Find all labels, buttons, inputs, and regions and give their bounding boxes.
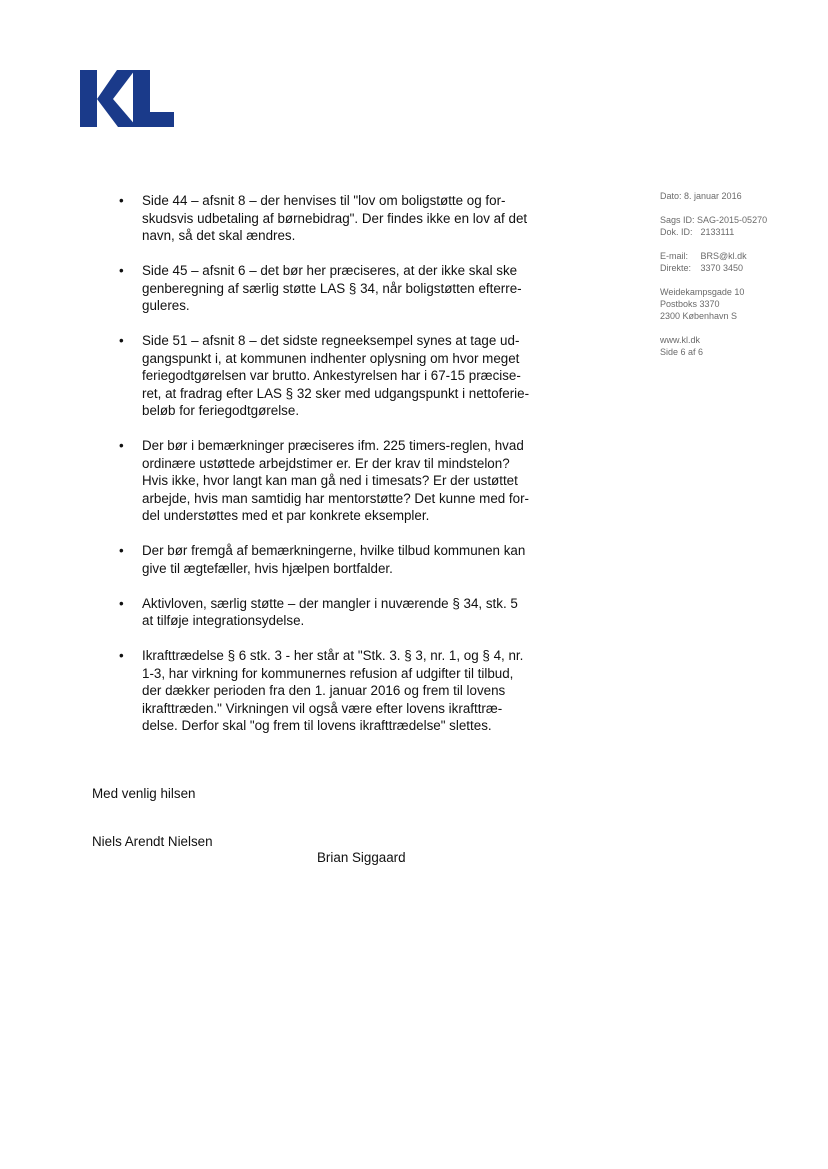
address-line: 2300 København S [660, 311, 738, 321]
dok-id-row [660, 226, 820, 238]
text-line: Hvis ikke, hvor langt kan man gå ned i timesats? Er der ustøttet [142, 473, 518, 488]
text-line: 1-3, har virkning for kommunernes refusion af udgifter til tilbud, [142, 665, 514, 681]
dok-id-value: 2133111 [700, 227, 735, 237]
text-line: Side 51 – afsnit 8 – det sidste regneeksempel synes at tage ud- [142, 333, 520, 348]
text-line: feriegodtgørelsen var brutto. Ankestyrelsen har i 67-15 præcise- [142, 368, 521, 383]
text-line: ret, at fradrag efter LAS § 32 sker med udgangspunkt i nettoferie- [142, 385, 530, 401]
text-line: Der bør fremgå af bemærkningerne, hvilke tilbud kommunen kan [142, 543, 526, 558]
text-line: Der bør i bemærkninger præciseres ifm. 225 timers-reglen, hvad [142, 438, 524, 453]
text-line: delse. Derfor skal "og frem til lovens ikrafttrædelse" slettes. [142, 718, 492, 733]
bullet-point: • [119, 595, 124, 611]
website-link[interactable]: www.kl.dk [660, 335, 701, 345]
text-line: at tilføje integrationsydelse. [142, 613, 305, 628]
email-label: E-mail: [660, 251, 689, 261]
bullet-point: • [119, 543, 124, 558]
date-row [660, 190, 820, 202]
list-item-text [142, 332, 559, 420]
email-row [660, 250, 820, 262]
list-item-text [142, 595, 559, 630]
list-item-text [142, 262, 559, 315]
list-item-text [142, 192, 559, 245]
list-item-text [142, 542, 559, 577]
date-value: 8. januar 2016 [684, 191, 742, 201]
text-line: skudsvis udbetaling af børnebidrag". Der findes ikke en lov af det [142, 210, 528, 226]
text-line: del understøttes med et par konkrete eksempler. [142, 508, 430, 523]
direkte-label: Direkte: [660, 263, 692, 273]
date-label: Dato: [660, 191, 682, 201]
direkte-value: 3370 3450 [700, 263, 744, 273]
text-line: guleres. [142, 298, 190, 313]
document-meta [660, 190, 820, 370]
text-line: navn, så det skal ændres. [142, 228, 296, 243]
list-item [119, 332, 559, 420]
bullet-point: • [119, 648, 124, 663]
address-line: Postboks 3370 [660, 299, 720, 309]
list-item-text [142, 437, 559, 525]
text-line: Side 45 – afsnit 6 – det bør her præciseres, at der ikke skal ske [142, 263, 518, 278]
comment-list [119, 192, 559, 752]
list-item-text [142, 647, 559, 735]
sags-id-label: Sags ID: [660, 215, 695, 225]
email-value[interactable]: BRS@kl.dk [700, 251, 747, 261]
closing-greeting: Med venlig hilsen [92, 786, 196, 801]
text-line: give til ægtefæller, hvis hjælpen bortfalder. [142, 560, 393, 576]
dok-id-label: Dok. ID: [660, 227, 693, 237]
text-line: ordinære ustøttede arbejdstimer er. Er der krav til mindstelon? [142, 455, 510, 471]
text-line: ikrafttræden." Virkningen vil også være efter lovens ikrafttræ- [142, 700, 503, 716]
text-line: Side 44 – afsnit 8 – der henvises til "lov om boligstøtte og for- [142, 193, 506, 208]
list-item [119, 262, 559, 315]
bullet-point: • [119, 333, 124, 348]
list-item [119, 192, 559, 245]
bullet-point: • [119, 263, 124, 278]
list-item [119, 647, 559, 735]
signatory-name: Niels Arendt Nielsen [92, 834, 213, 849]
direkte-row [660, 262, 820, 274]
text-line: arbejde, hvis man samtidig har mentorstøtte? Det kunne med for- [142, 490, 530, 506]
list-item [119, 542, 559, 577]
page-number: Side 6 af 6 [660, 347, 704, 357]
text-line: genberegning af særlig støtte LAS § 34, når boligstøtten efterre- [142, 280, 522, 296]
text-line: Ikrafttrædelse § 6 stk. 3 - her står at "Stk. 3. § 3, nr. 1, og § 4, nr. [142, 648, 524, 663]
text-line: Aktivloven, særlig støtte – der mangler i nuværende § 34, stk. 5 [142, 595, 518, 611]
sags-id-value: SAG-2015-05270 [697, 215, 768, 225]
sags-id-row [660, 214, 820, 226]
list-item [119, 595, 559, 630]
bullet-point: • [119, 438, 124, 453]
kl-logo [80, 70, 174, 128]
text-line: der dækker perioden fra den 1. januar 2016 og frem til lovens [142, 683, 506, 698]
address-line: Weidekampsgade 10 [660, 287, 745, 297]
text-line: gangspunkt i, at kommunen indhenter oplysning om hvor meget [142, 350, 520, 366]
signatory-name: Brian Siggaard [317, 850, 406, 865]
bullet-point: • [119, 193, 124, 208]
list-item [119, 437, 559, 525]
text-line: beløb for feriegodtgørelse. [142, 403, 300, 418]
